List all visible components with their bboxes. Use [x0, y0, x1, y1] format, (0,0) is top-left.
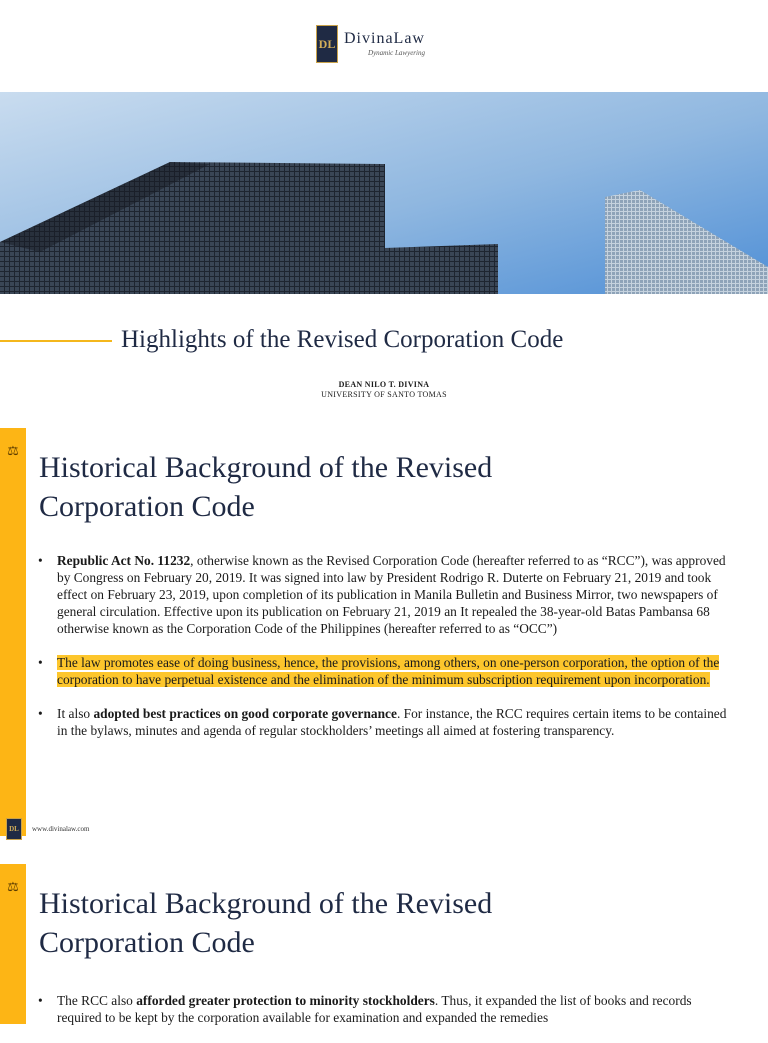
highlighted-text: The law promotes ease of doing business, hence, the provisions, among others, on one-person corporation, the option of the corporation to have perpetual existence and the elimination of the minimum subscription requirement upon incorporation. [57, 655, 720, 687]
scales-of-justice-icon: ⚖ [7, 443, 19, 458]
bullet-list [38, 552, 728, 756]
historical-background-slide-2 [0, 864, 768, 1024]
footer-url: www.divinalaw.com [32, 825, 90, 833]
skyscraper-hero-image [0, 92, 768, 294]
logo-tagline: Dynamic Lawyering [368, 49, 425, 57]
title-accent-line [0, 340, 112, 342]
bullet-item: • Republic Act No. 11232, otherwise known as the Revised Corporation Code (hereafter referred to as “RCC”), was approved by Congress on February 20, 2019. It was signed into law by President Rodrigo R. Duterte on February 21, 2019 and took effect on February 23, 2019, upon completion of its publication in Manila Bulletin and Business Mirror, two newspapers of general circulation. Effective upon its publication on February 21, 2019 an It repealed the 38-year-old Batas Pambansa 68 otherwise known as the Corporation Code of the Philippines (hereafter referred to as “OCC”) [38, 552, 728, 637]
slide-sidebar [0, 428, 26, 836]
bullet-item-highlighted [38, 654, 728, 688]
author-name: DEAN NILO T. DIVINA [338, 380, 430, 389]
bullet-item: • It also adopted best practices on good corporate governance. For instance, the RCC requires certain items to be contained in the bylaws, minutes and agenda of regular stockholders’ meetings all aimed at fostering transparency. [38, 705, 728, 739]
presentation-title: Highlights of the Revised Corporation Code [121, 326, 564, 353]
logo-mark-icon: DL [316, 25, 338, 63]
footer-logo-icon: DL [6, 818, 22, 840]
divinalaw-logo [316, 24, 425, 64]
slide-title: Historical Background of the Revised Corporation Code [39, 887, 493, 959]
title-slide [0, 0, 768, 412]
bullet-item: • The RCC also afforded greater protection to minority stockholders. Thus, it expanded the list of books and records required to be kept by the corporation available for examination and expanded the remedies [38, 992, 728, 1026]
author-institution: UNIVERSITY OF SANTO TOMAS [321, 390, 447, 399]
bullet-list [38, 992, 728, 1043]
logo-name: DivinaLaw [344, 30, 425, 47]
scales-of-justice-icon: ⚖ [7, 879, 19, 894]
slide-title: Historical Background of the Revised Corporation Code [39, 451, 493, 523]
historical-background-slide-1 [0, 428, 768, 836]
